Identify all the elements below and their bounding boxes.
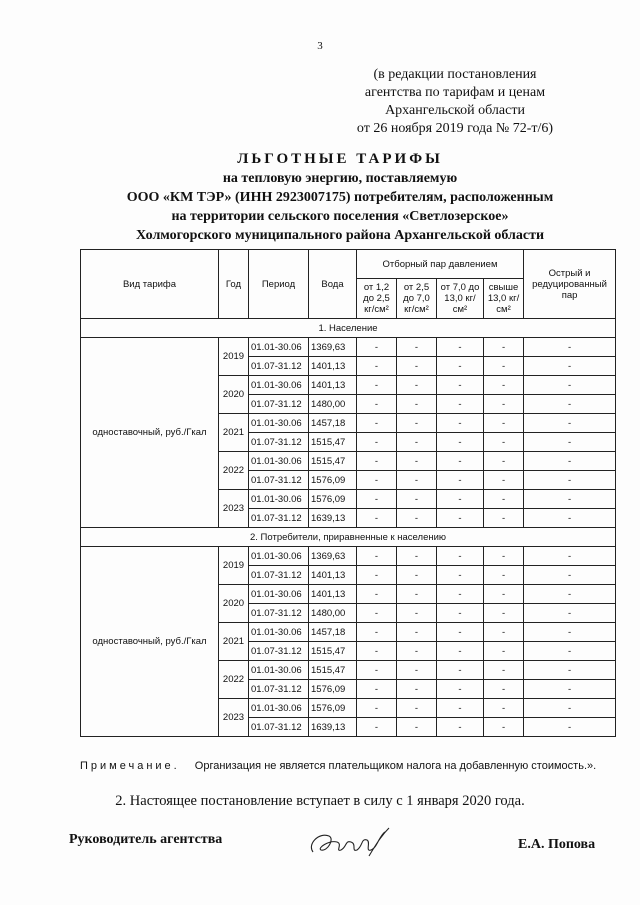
dash-cell: - <box>357 414 397 433</box>
redaction-line: Архангельской области <box>385 103 525 118</box>
dash-cell: - <box>357 509 397 528</box>
water-tariff-cell: 1401,13 <box>309 585 357 604</box>
dash-cell: - <box>484 680 524 699</box>
dash-cell: - <box>437 395 484 414</box>
dash-cell: - <box>437 414 484 433</box>
water-tariff-cell: 1576,09 <box>309 471 357 490</box>
period-cell: 01.07-31.12 <box>249 680 309 699</box>
dash-cell: - <box>437 452 484 471</box>
dash-cell: - <box>437 338 484 357</box>
header-sharp-steam: Острый и редуцированный пар <box>524 250 616 319</box>
year-cell: 2023 <box>219 699 249 737</box>
redaction-note <box>330 66 580 138</box>
note-label: Примечание. <box>80 760 180 772</box>
dash-cell: - <box>437 642 484 661</box>
dash-cell: - <box>484 699 524 718</box>
period-cell: 01.01-30.06 <box>249 547 309 566</box>
heading-line: Холмогорского муниципального района Архангельской области <box>135 228 545 243</box>
water-tariff-cell: 1401,13 <box>309 376 357 395</box>
redaction-line: от 26 ноября 2019 года № 72-т/6) <box>356 121 554 136</box>
header-steam-col: свыше 13,0 кг/см² <box>484 279 524 319</box>
dash-cell: - <box>524 357 616 376</box>
dash-cell: - <box>484 433 524 452</box>
dash-cell: - <box>524 452 616 471</box>
dash-cell: - <box>357 718 397 737</box>
handwritten-signature <box>305 822 395 862</box>
period-cell: 01.01-30.06 <box>249 414 309 433</box>
dash-cell: - <box>524 718 616 737</box>
period-cell: 01.07-31.12 <box>249 642 309 661</box>
dash-cell: - <box>484 338 524 357</box>
dash-cell: - <box>397 452 437 471</box>
dash-cell: - <box>524 661 616 680</box>
dash-cell: - <box>524 623 616 642</box>
dash-cell: - <box>437 604 484 623</box>
period-cell: 01.01-30.06 <box>249 661 309 680</box>
year-cell: 2020 <box>219 585 249 623</box>
year-cell: 2022 <box>219 661 249 699</box>
dash-cell: - <box>524 338 616 357</box>
signatory-name: Е.А. Попова <box>518 837 596 852</box>
dash-cell: - <box>397 414 437 433</box>
period-cell: 01.07-31.12 <box>249 604 309 623</box>
header-steam-col: от 2,5 до 7,0 кг/см² <box>397 279 437 319</box>
dash-cell: - <box>484 509 524 528</box>
table-row <box>81 338 616 357</box>
header-steam: Отборный пар давлением <box>357 250 524 279</box>
dash-cell: - <box>484 490 524 509</box>
dash-cell: - <box>397 547 437 566</box>
dash-cell: - <box>524 414 616 433</box>
dash-cell: - <box>397 585 437 604</box>
water-tariff-cell: 1480,00 <box>309 395 357 414</box>
dash-cell: - <box>357 357 397 376</box>
dash-cell: - <box>357 585 397 604</box>
dash-cell: - <box>437 699 484 718</box>
dash-cell: - <box>524 680 616 699</box>
dash-cell: - <box>397 718 437 737</box>
dash-cell: - <box>524 509 616 528</box>
year-cell: 2021 <box>219 414 249 452</box>
dash-cell: - <box>397 490 437 509</box>
dash-cell: - <box>437 547 484 566</box>
year-cell: 2020 <box>219 376 249 414</box>
dash-cell: - <box>524 699 616 718</box>
dash-cell: - <box>357 395 397 414</box>
section-title: 2. Потребители, приравненные к населению <box>81 528 616 547</box>
tariff-table <box>80 249 616 737</box>
period-cell: 01.07-31.12 <box>249 357 309 376</box>
water-tariff-cell: 1457,18 <box>309 623 357 642</box>
dash-cell: - <box>357 547 397 566</box>
dash-cell: - <box>397 471 437 490</box>
dash-cell: - <box>397 433 437 452</box>
dash-cell: - <box>437 718 484 737</box>
dash-cell: - <box>484 566 524 585</box>
redaction-line: агентства по тарифам и ценам <box>364 85 546 100</box>
dash-cell: - <box>484 395 524 414</box>
water-tariff-cell: 1457,18 <box>309 414 357 433</box>
dash-cell: - <box>397 604 437 623</box>
water-tariff-cell: 1480,00 <box>309 604 357 623</box>
dash-cell: - <box>357 376 397 395</box>
signatory-title: Руководитель агентства <box>69 832 223 847</box>
header-kind: Вид тарифа <box>81 250 219 319</box>
year-cell: 2023 <box>219 490 249 528</box>
year-cell: 2019 <box>219 338 249 376</box>
dash-cell: - <box>437 490 484 509</box>
dash-cell: - <box>524 585 616 604</box>
dash-cell: - <box>484 604 524 623</box>
header-steam-col: от 7,0 до 13,0 кг/см² <box>437 279 484 319</box>
dash-cell: - <box>397 661 437 680</box>
water-tariff-cell: 1515,47 <box>309 661 357 680</box>
tariff-kind: одноставочный, руб./Гкал <box>81 547 219 737</box>
dash-cell: - <box>524 376 616 395</box>
period-cell: 01.01-30.06 <box>249 699 309 718</box>
heading-line: на территории сельского поселения «Светлозерское» <box>171 209 509 224</box>
dash-cell: - <box>397 395 437 414</box>
dash-cell: - <box>357 623 397 642</box>
dash-cell: - <box>357 699 397 718</box>
dash-cell: - <box>524 490 616 509</box>
water-tariff-cell: 1576,09 <box>309 699 357 718</box>
note <box>80 760 596 772</box>
dash-cell: - <box>397 642 437 661</box>
dash-cell: - <box>484 547 524 566</box>
dash-cell: - <box>484 357 524 376</box>
dash-cell: - <box>484 452 524 471</box>
dash-cell: - <box>357 338 397 357</box>
period-cell: 01.01-30.06 <box>249 338 309 357</box>
section-row <box>81 528 616 547</box>
water-tariff-cell: 1639,13 <box>309 509 357 528</box>
dash-cell: - <box>437 680 484 699</box>
dash-cell: - <box>397 566 437 585</box>
header-water: Вода <box>309 250 357 319</box>
dash-cell: - <box>524 433 616 452</box>
year-cell: 2022 <box>219 452 249 490</box>
heading-line: ООО «КМ ТЭР» (ИНН 2923007175) потребителям, расположенным <box>126 190 554 205</box>
dash-cell: - <box>397 509 437 528</box>
year-cell: 2019 <box>219 547 249 585</box>
dash-cell: - <box>397 376 437 395</box>
dash-cell: - <box>524 642 616 661</box>
header-steam-col: от 1,2 до 2,5 кг/см² <box>357 279 397 319</box>
document-heading <box>60 150 620 245</box>
period-cell: 01.01-30.06 <box>249 376 309 395</box>
dash-cell: - <box>437 566 484 585</box>
tariff-kind: одноставочный, руб./Гкал <box>81 338 219 528</box>
water-tariff-cell: 1369,63 <box>309 338 357 357</box>
period-cell: 01.07-31.12 <box>249 509 309 528</box>
water-tariff-cell: 1369,63 <box>309 547 357 566</box>
effective-date-clause: 2. Настоящее постановление вступает в силу с 1 января 2020 года. <box>115 793 525 809</box>
dash-cell: - <box>397 699 437 718</box>
header-year: Год <box>219 250 249 319</box>
water-tariff-cell: 1576,09 <box>309 490 357 509</box>
period-cell: 01.07-31.12 <box>249 718 309 737</box>
dash-cell: - <box>437 509 484 528</box>
dash-cell: - <box>437 623 484 642</box>
dash-cell: - <box>484 376 524 395</box>
dash-cell: - <box>357 661 397 680</box>
water-tariff-cell: 1515,47 <box>309 452 357 471</box>
dash-cell: - <box>397 680 437 699</box>
dash-cell: - <box>524 471 616 490</box>
dash-cell: - <box>397 338 437 357</box>
dash-cell: - <box>484 414 524 433</box>
section-title: 1. Население <box>81 319 616 338</box>
dash-cell: - <box>524 547 616 566</box>
dash-cell: - <box>357 604 397 623</box>
water-tariff-cell: 1515,47 <box>309 642 357 661</box>
dash-cell: - <box>484 623 524 642</box>
tariff-table-body <box>81 319 616 737</box>
period-cell: 01.01-30.06 <box>249 585 309 604</box>
period-cell: 01.07-31.12 <box>249 433 309 452</box>
document-title: ЛЬГОТНЫЕ ТАРИФЫ <box>237 151 443 167</box>
dash-cell: - <box>437 471 484 490</box>
period-cell: 01.01-30.06 <box>249 452 309 471</box>
dash-cell: - <box>357 642 397 661</box>
dash-cell: - <box>437 357 484 376</box>
dash-cell: - <box>357 471 397 490</box>
dash-cell: - <box>484 718 524 737</box>
dash-cell: - <box>397 357 437 376</box>
period-cell: 01.01-30.06 <box>249 623 309 642</box>
water-tariff-cell: 1639,13 <box>309 718 357 737</box>
period-cell: 01.07-31.12 <box>249 566 309 585</box>
dash-cell: - <box>437 585 484 604</box>
heading-line: на тепловую энергию, поставляемую <box>222 171 458 186</box>
dash-cell: - <box>437 661 484 680</box>
table-row <box>81 547 616 566</box>
dash-cell: - <box>357 452 397 471</box>
year-cell: 2021 <box>219 623 249 661</box>
period-cell: 01.07-31.12 <box>249 471 309 490</box>
dash-cell: - <box>524 395 616 414</box>
water-tariff-cell: 1515,47 <box>309 433 357 452</box>
redaction-line: (в редакции постановления <box>373 67 537 82</box>
dash-cell: - <box>484 642 524 661</box>
dash-cell: - <box>484 585 524 604</box>
dash-cell: - <box>437 433 484 452</box>
water-tariff-cell: 1576,09 <box>309 680 357 699</box>
dash-cell: - <box>524 604 616 623</box>
dash-cell: - <box>397 623 437 642</box>
dash-cell: - <box>484 471 524 490</box>
period-cell: 01.07-31.12 <box>249 395 309 414</box>
dash-cell: - <box>437 376 484 395</box>
water-tariff-cell: 1401,13 <box>309 357 357 376</box>
dash-cell: - <box>357 433 397 452</box>
dash-cell: - <box>484 661 524 680</box>
page-number: 3 <box>317 40 323 52</box>
dash-cell: - <box>357 490 397 509</box>
period-cell: 01.01-30.06 <box>249 490 309 509</box>
dash-cell: - <box>357 566 397 585</box>
note-text: Организация не является плательщиком налога на добавленную стоимость.». <box>194 760 597 772</box>
header-period: Период <box>249 250 309 319</box>
water-tariff-cell: 1401,13 <box>309 566 357 585</box>
section-row <box>81 319 616 338</box>
dash-cell: - <box>524 566 616 585</box>
dash-cell: - <box>357 680 397 699</box>
